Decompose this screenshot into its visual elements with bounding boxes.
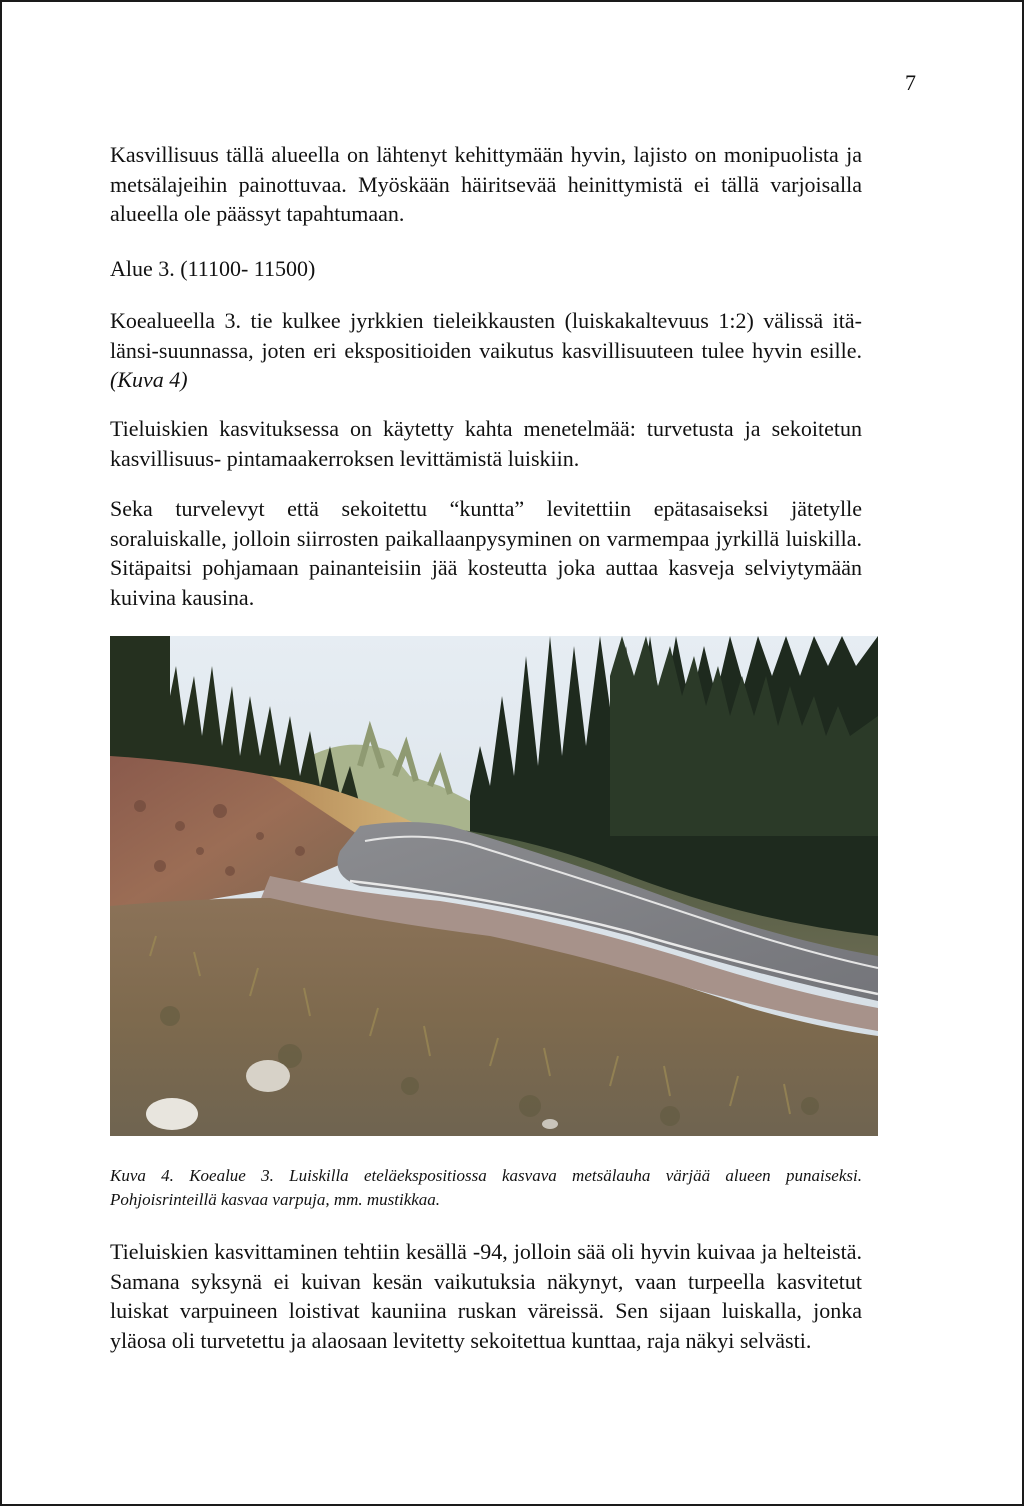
road-cut-photo — [110, 636, 878, 1136]
paragraph-area-3-text: Koealueella 3. tie kulkee jyrkkien tieleikkausten (luiskakaltevuus 1:2) välissä itä- länsi-suunnassa, joten eri ekspositioiden vaikutus kasvillisuuteen tulee hyvin esille. — [110, 308, 862, 363]
section-heading-area-3: Alue 3. (11100- 11500) — [110, 256, 316, 281]
figure-reference: (Kuva 4) — [110, 367, 188, 392]
paragraph-results: Tieluiskien kasvittaminen tehtiin kesällä -94, jolloin sää oli hyvin kuivaa ja helteistä. Samana syksynä ei kuivan kesän vaikutuksia näkynyt, vaan turpeella kasvitetut luiskat varpuineen loistivat kauniina ruskan väreissä. Sen sijaan luiskalla, jonka yläosa oli turvetettu ja alaosaan levitetty sekoitettua kunttaa, raja näkyi selvästi. — [110, 1239, 862, 1353]
paragraph-turf-application: Seka turvelevyt että sekoitettu “kuntta” levitettiin epätasaiseksi jätetylle soraluiskalle, jolloin siirrosten paikallaanpysyminen on varmempaa jyrkillä luiskilla. Sitäpaitsi pohjamaan painanteisiin jää kosteutta joka auttaa kasveja selviytymään kuivina kausina. — [110, 496, 862, 610]
figure-caption: Kuva 4. Koealue 3. Luiskilla eteläekspositiossa kasvava metsälauha värjää alueen punaiseksi. Pohjoisrinteillä kasvaa varpuja, mm. mustikkaa. — [110, 1166, 862, 1209]
paragraph-area-3-description — [110, 306, 862, 395]
paragraph-intro: Kasvillisuus tällä alueella on lähtenyt kehittymään hyvin, lajisto on monipuolista ja metsälajeihin painottuvaa. Myöskään häiritsevää heinittymistä ei tällä varjoisalla alueella ole päässyt tapahtumaan. — [110, 142, 862, 226]
road-cut-photo-illustration — [110, 636, 878, 1136]
paragraph-methods: Tieluiskien kasvituksessa on käytetty kahta menetelmää: turvetusta ja sekoitetun kasvillisuus- pintamaakerroksen levittämistä luiskiin. — [110, 416, 862, 471]
page-number: 7 — [905, 70, 916, 95]
